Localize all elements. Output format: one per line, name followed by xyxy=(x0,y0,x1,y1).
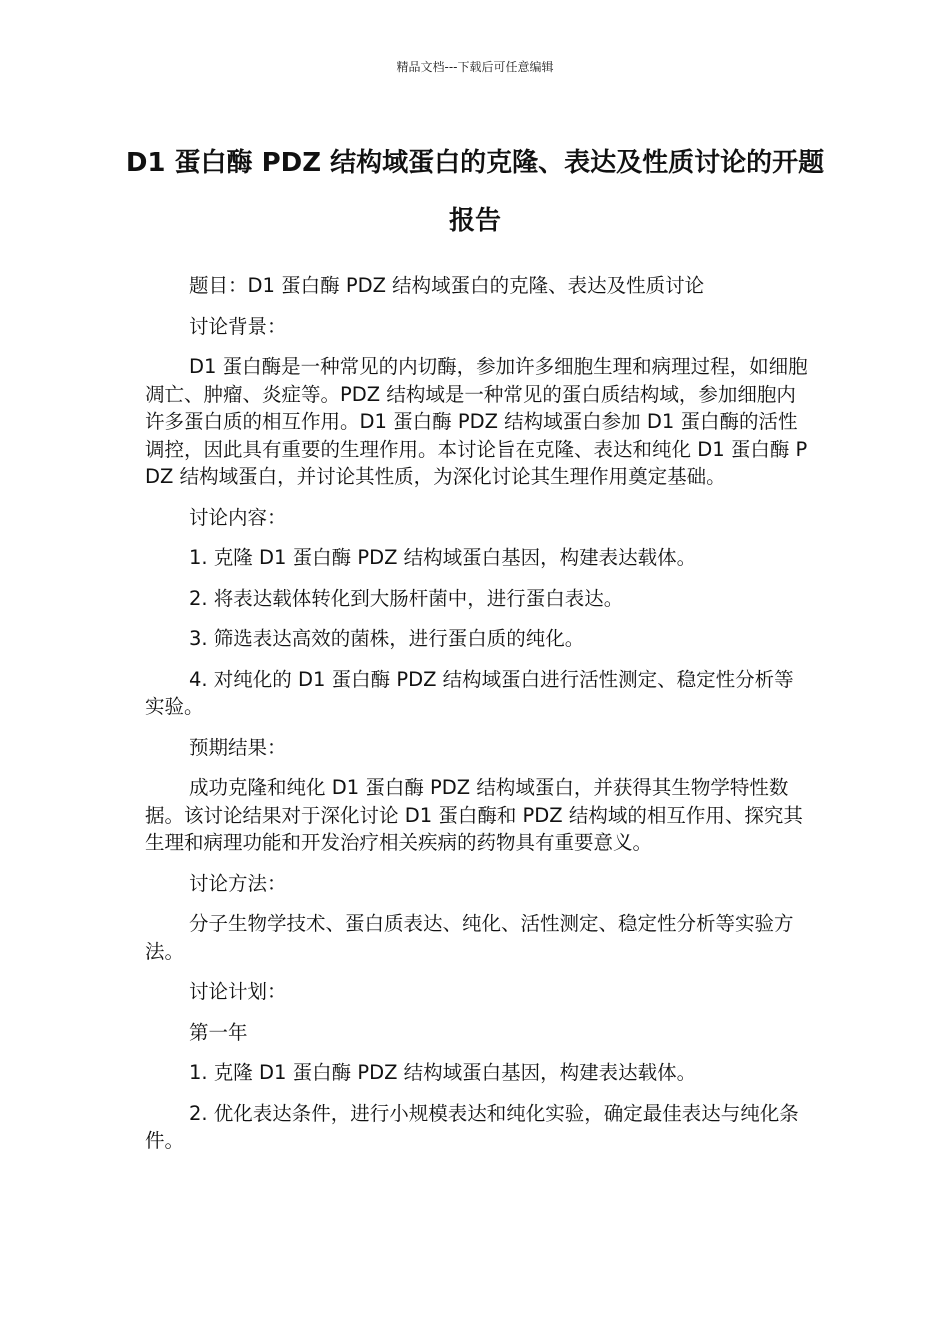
document-title: D1 蛋白酶 PDZ 结构域蛋白的克隆、表达及性质讨论的开题报告 xyxy=(125,148,825,236)
plan-year-label: 第一年 xyxy=(189,1020,248,1044)
section-heading-plan: 讨论计划： xyxy=(189,980,287,1003)
topic-paragraph: 题目：D1 蛋白酶 PDZ 结构域蛋白的克隆、表达及性质讨论 xyxy=(189,274,705,297)
plan-item: 2. 优化表达条件，进行小规模表达和纯化实验，确定最佳表达与纯化条件。 xyxy=(145,1101,799,1152)
background-paragraph: D1 蛋白酶是一种常见的内切酶，参加许多细胞生理和病理过程，如细胞凋亡、肿瘤、炎症等。PDZ 结构域是一种常见的蛋白质结构域，参加细胞内许多蛋白质的相互作用。D1 蛋白酶 PDZ 结构域蛋白参加 D1 蛋白酶的活性调控，因此具有重要的生理作用。本讨论旨在克隆、表达和纯化 D1 蛋白酶 PDZ 结构域蛋白，并讨论其性质，为深化讨论其生理作用奠定基础。 xyxy=(145,355,808,488)
content-item: 2. 将表达载体转化到大肠杆菌中，进行蛋白表达。 xyxy=(189,586,624,610)
section-heading-methods: 讨论方法： xyxy=(189,871,287,895)
content-item: 3. 筛选表达高效的菌株，进行蛋白质的纯化。 xyxy=(189,627,585,650)
section-heading-content: 讨论内容： xyxy=(189,505,287,529)
header-note: 精品文档---下载后可任意编辑 xyxy=(396,60,554,74)
methods-paragraph: 分子生物学技术、蛋白质表达、纯化、活性测定、稳定性分析等实验方法。 xyxy=(145,912,794,963)
section-heading-expected-results: 预期结果： xyxy=(189,735,287,759)
content-item: 1. 克隆 D1 蛋白酶 PDZ 结构域蛋白基因，构建表达载体。 xyxy=(189,546,697,569)
section-heading-background: 讨论背景： xyxy=(189,314,287,338)
document-body xyxy=(145,272,810,1168)
plan-item: 1. 克隆 D1 蛋白酶 PDZ 结构域蛋白基因，构建表达载体。 xyxy=(189,1061,697,1084)
content-item: 4. 对纯化的 D1 蛋白酶 PDZ 结构域蛋白进行活性测定、稳定性分析等实验。 xyxy=(145,667,794,718)
expected-results-paragraph: 成功克隆和纯化 D1 蛋白酶 PDZ 结构域蛋白，并获得其生物学特性数据。该讨论结果对于深化讨论 D1 蛋白酶和 PDZ 结构域的相互作用、探究其生理和病理功能和开发治疗相关疾病的药物具有重要意义。 xyxy=(145,776,803,854)
